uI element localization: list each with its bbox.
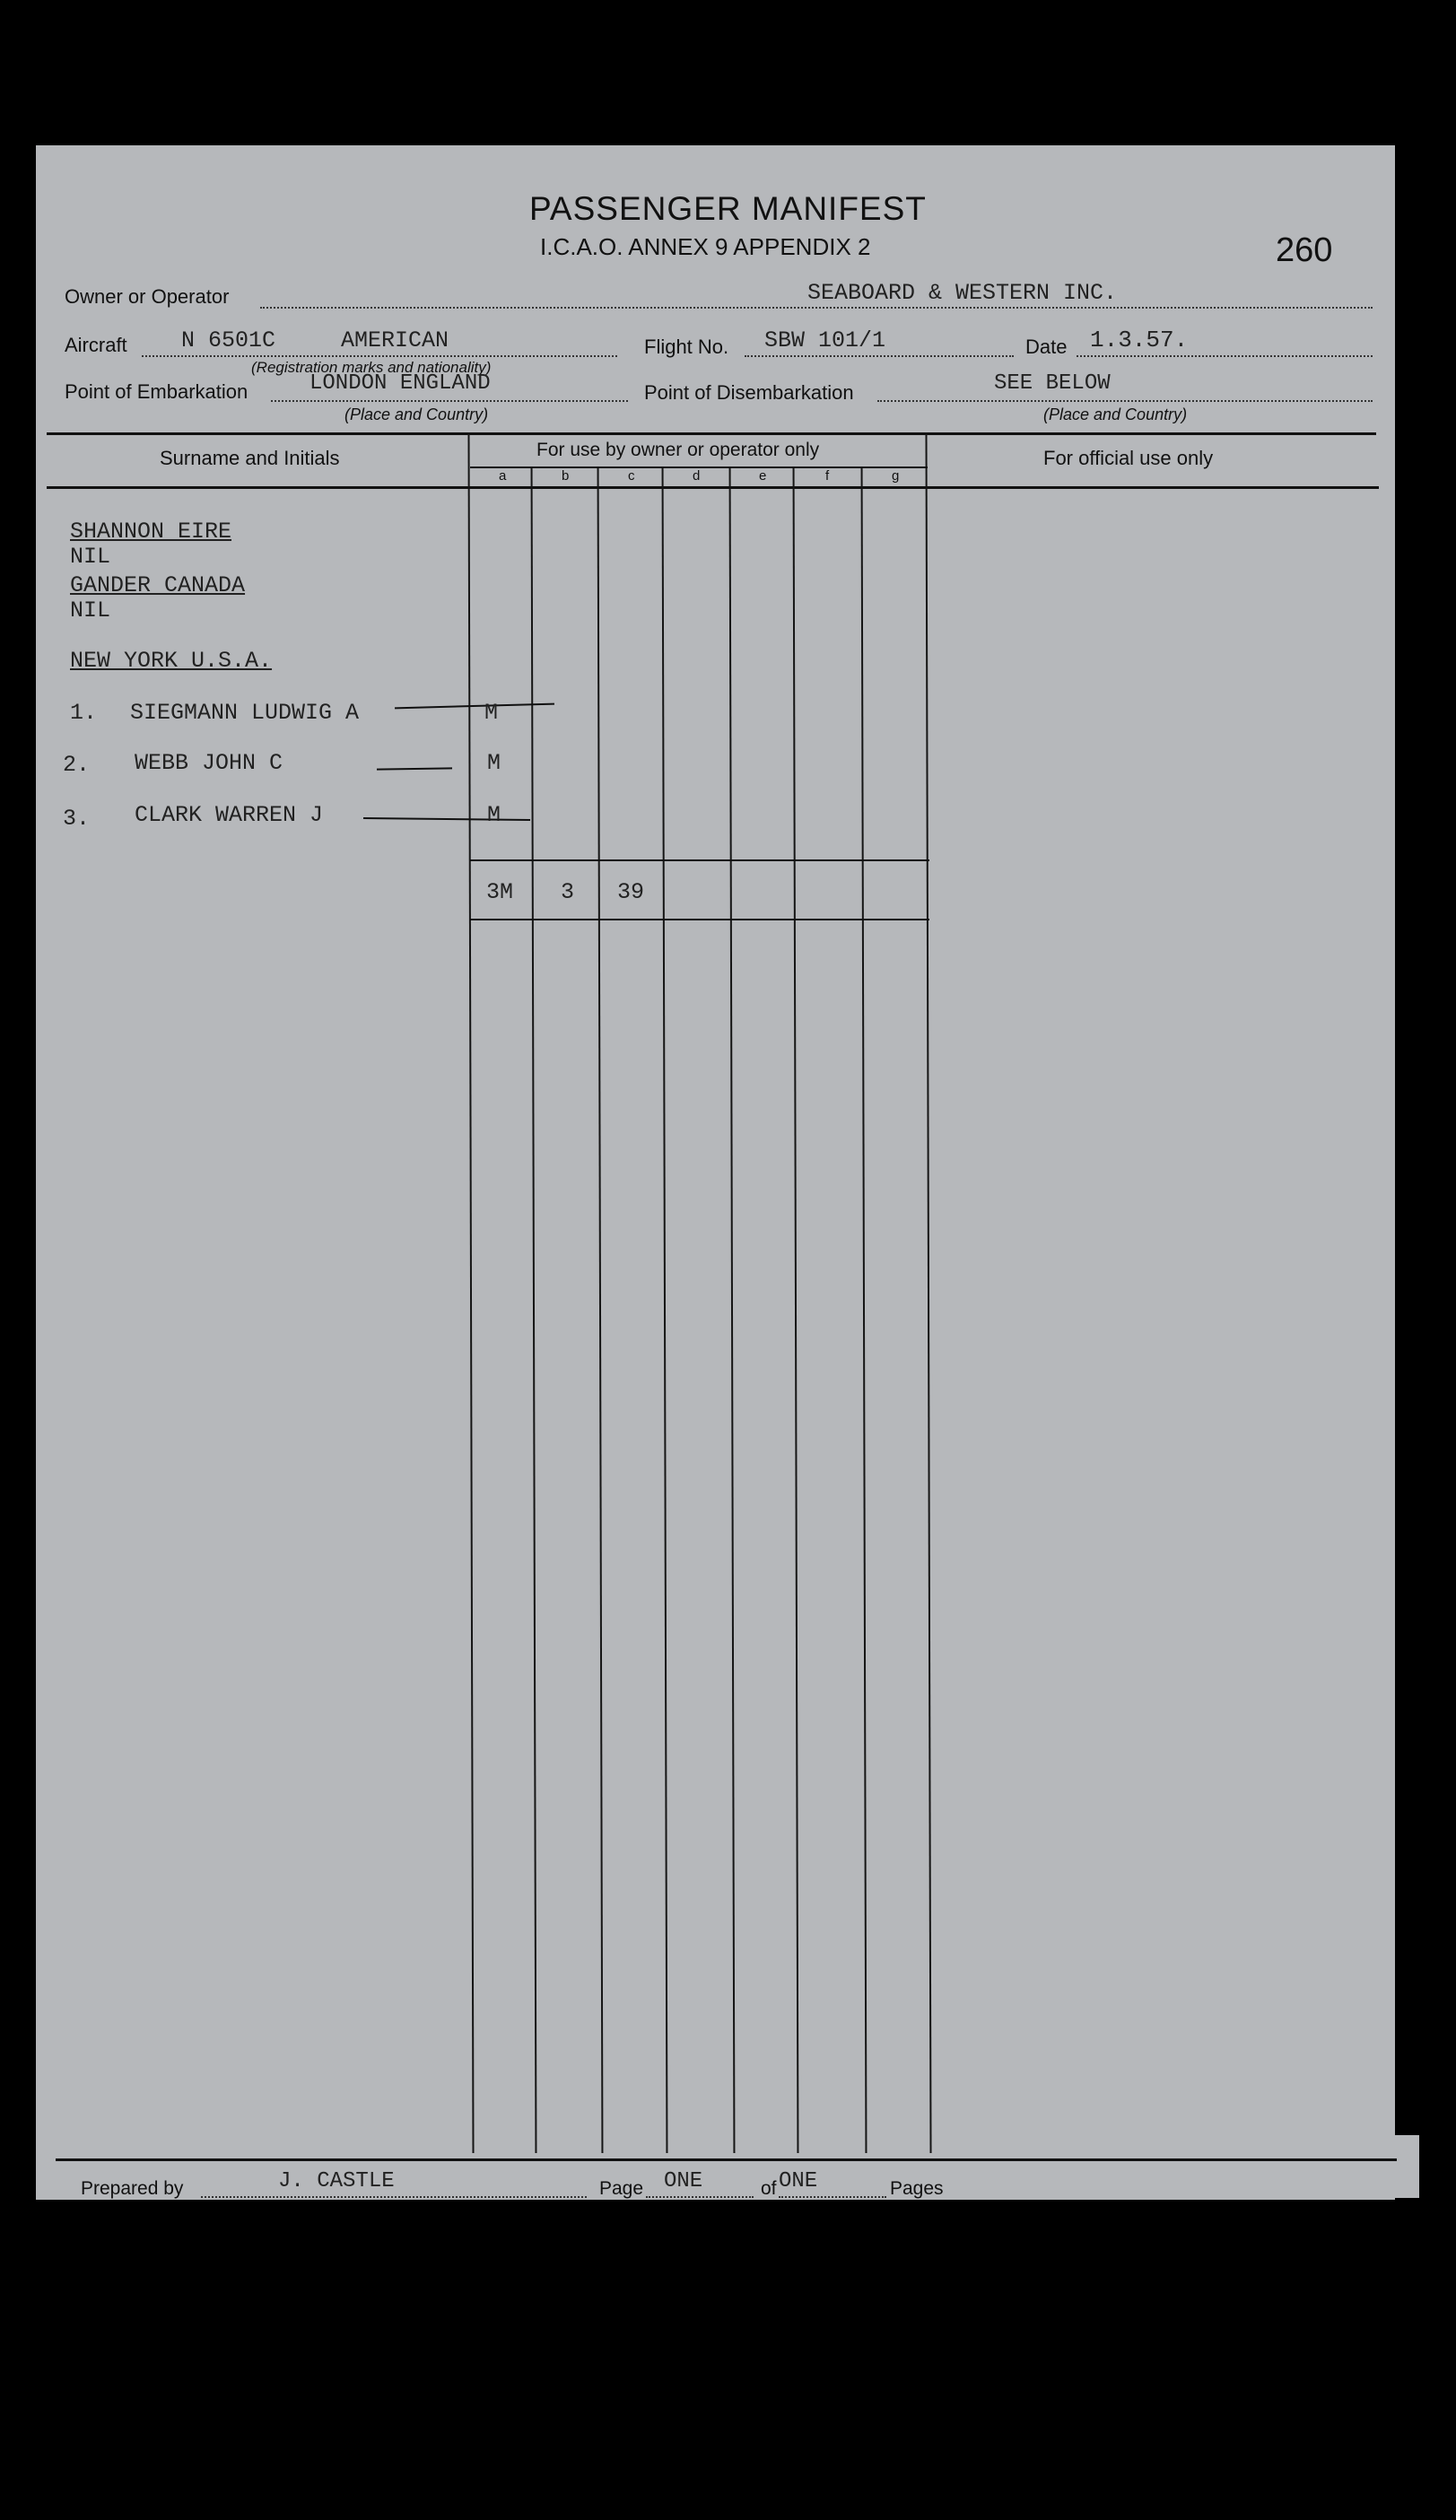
col-name-header: Surname and Initials — [160, 447, 340, 469]
of-value: ONE — [779, 2169, 818, 2193]
totals-bottom-rule — [470, 919, 929, 920]
of-line — [779, 2196, 886, 2198]
owner-label: Owner or Operator — [65, 285, 230, 308]
subcol-f: f — [825, 468, 830, 484]
passenger-name: WEBB JOHN C — [135, 750, 283, 776]
flight-value: SBW 101/1 — [764, 327, 886, 353]
subcol-d: d — [693, 468, 701, 484]
page-stamp-number: 260 — [1276, 231, 1333, 269]
passenger-sex: M — [487, 802, 501, 828]
totals-top-rule — [470, 859, 929, 861]
table-header-rule — [47, 486, 1379, 489]
stop-note-1: NIL — [70, 544, 111, 570]
total-a: 3M — [486, 879, 514, 905]
total-b: 3 — [561, 879, 575, 905]
embarkation-caption: (Place and Country) — [344, 405, 489, 423]
owner-value: SEABOARD & WESTERN INC. — [807, 280, 1118, 306]
aircraft-nationality: AMERICAN — [341, 327, 449, 353]
of-label: of — [761, 2178, 777, 2199]
document-subtitle: I.C.A.O. ANNEX 9 APPENDIX 2 — [540, 233, 871, 260]
subcol-a: a — [499, 468, 507, 484]
date-line — [1077, 355, 1373, 357]
flight-label: Flight No. — [644, 336, 729, 358]
disembarkation-label: Point of Disembarkation — [644, 381, 854, 404]
page-label: Page — [599, 2178, 644, 2199]
subcol-g: g — [892, 468, 900, 484]
col-operator-header: For use by owner or operator only — [536, 440, 820, 460]
document-title: PASSENGER MANIFEST — [529, 190, 927, 227]
aircraft-caption: (Registration marks and nationality) — [251, 359, 492, 376]
flight-line — [745, 355, 1014, 357]
page-line — [646, 2196, 754, 2198]
page-value: ONE — [664, 2169, 703, 2193]
stop-note-2: NIL — [70, 597, 111, 623]
stop-place-2: GANDER CANADA — [70, 572, 246, 598]
passenger-num: 2. — [63, 752, 91, 778]
embarkation-label: Point of Embarkation — [65, 380, 248, 403]
prepared-line — [201, 2196, 587, 2198]
prepared-label: Prepared by — [81, 2178, 184, 2199]
passenger-name: CLARK WARREN J — [135, 802, 324, 828]
table-top-rule — [47, 432, 1376, 435]
subcol-b: b — [562, 468, 570, 484]
destination: NEW YORK U.S.A. — [70, 648, 273, 674]
passenger-sex: M — [487, 750, 501, 776]
passenger-num: 1. — [70, 700, 98, 726]
passenger-num: 3. — [63, 806, 91, 832]
date-value: 1.3.57. — [1090, 327, 1189, 353]
aircraft-label: Aircraft — [65, 334, 127, 356]
footer-rule — [56, 2158, 1397, 2161]
pages-label: Pages — [890, 2178, 944, 2199]
subcol-e: e — [759, 468, 767, 484]
stop-place-1: SHANNON EIRE — [70, 519, 232, 545]
disembarkation-line — [877, 400, 1373, 402]
date-label: Date — [1025, 336, 1068, 358]
prepared-value: J. CASTLE — [278, 2169, 395, 2193]
embarkation-line — [271, 400, 628, 402]
passenger-name: SIEGMANN LUDWIG A — [130, 700, 360, 726]
aircraft-registration: N 6501C — [181, 327, 276, 353]
passenger-sex: M — [484, 700, 499, 726]
disembarkation-value: SEE BELOW — [994, 371, 1111, 396]
subcol-c: c — [628, 468, 635, 484]
total-c: 39 — [617, 879, 645, 905]
disembarkation-caption: (Place and Country) — [1043, 405, 1188, 423]
col-official-header: For official use only — [1043, 447, 1214, 469]
owner-line — [260, 307, 1373, 309]
manifest-sheet-bottom — [56, 2135, 1419, 2198]
aircraft-line — [142, 355, 617, 357]
embarkation-value: LONDON ENGLAND — [310, 371, 491, 396]
